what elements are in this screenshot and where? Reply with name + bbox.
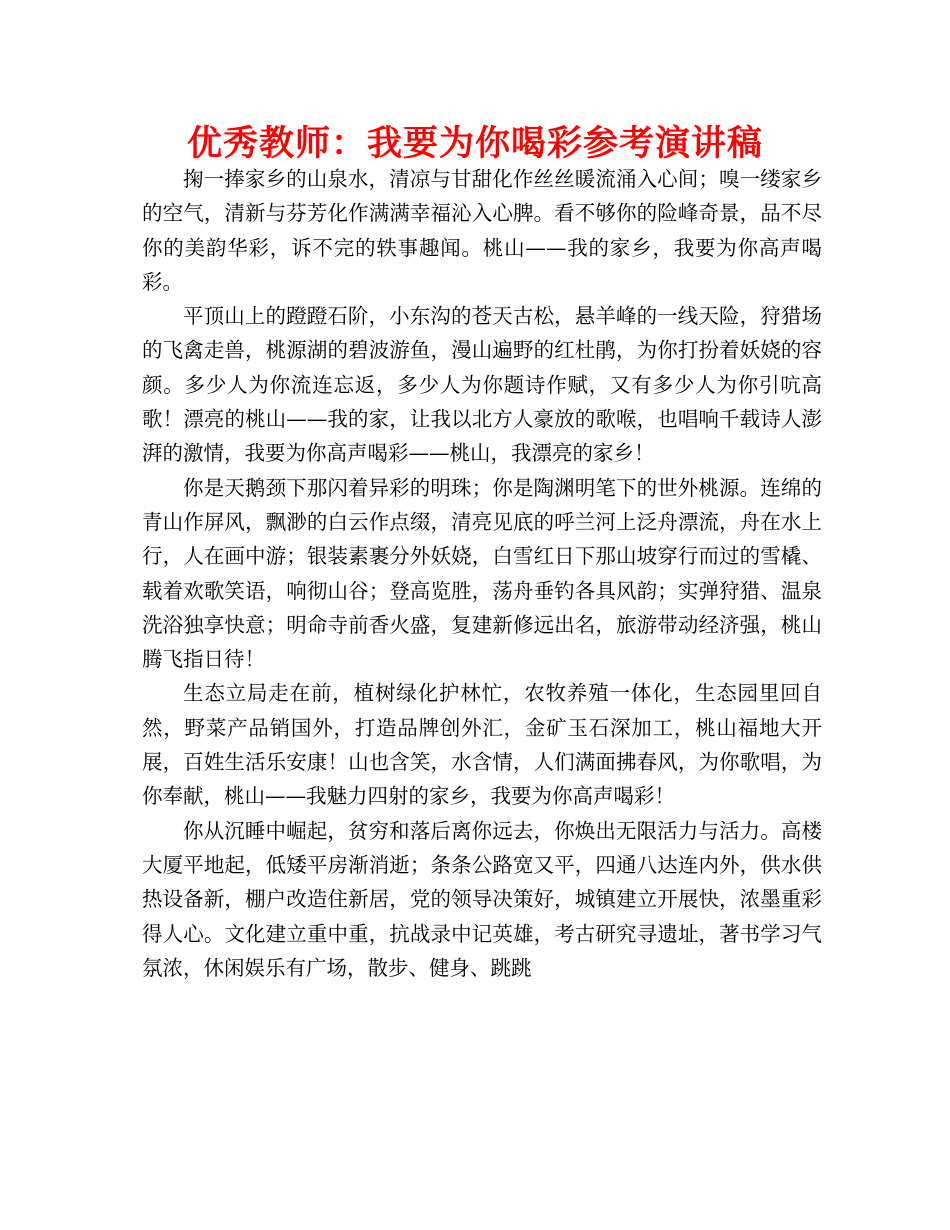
paragraph-4: 生态立局走在前，植树绿化护林忙，农牧养殖一体化，生态园里回自然，野菜产品销国外，打造品牌创外汇，金矿玉石深加工，桃山福地大开展，百姓生活乐安康！山也含笑，水含情，人们满面拂春风，为你歌唱，为你奉献，桃山——我魅力四射的家乡，我要为你高声喝彩！	[142, 681, 822, 809]
paragraph-2: 平顶山上的蹬蹬石阶，小东沟的苍天古松，悬羊峰的一线天险，狩猎场的飞禽走兽，桃源湖的碧波游鱼，漫山遍野的红杜鹃，为你打扮着妖娆的容颜。多少人为你流连忘返，多少人为你题诗作赋，又有多少人为你引吭高歌！漂亮的桃山——我的家，让我以北方人豪放的歌喉，也唱响千载诗人澎湃的激情，我要为你高声喝彩——桃山，我漂亮的家乡！	[142, 304, 822, 466]
paragraph-1: 掬一捧家乡的山泉水，清凉与甘甜化作丝丝暖流涌入心间；嗅一缕家乡的空气，清新与芬芳化作满满幸福沁入心脾。看不够你的险峰奇景，品不尽你的美韵华彩，诉不完的轶事趣闻。桃山——我的家乡，我要为你高声喝彩。	[142, 167, 822, 294]
document-title: 优秀教师：我要为你喝彩参考演讲稿	[186, 124, 763, 164]
document-body	[142, 162, 822, 985]
paragraph-3: 你是天鹅颈下那闪着异彩的明珠；你是陶渊明笔下的世外桃源。连绵的青山作屏风，飘渺的白云作点缀，清亮见底的呼兰河上泛舟漂流，舟在水上行，人在画中游；银装素裹分外妖娆，白雪红日下那山坡穿行而过的雪橇、载着欢歌笑语，响彻山谷；登高览胜，荡舟垂钓各具风韵；实弹狩猎、温泉洗浴独享快意；明命寺前香火盛，复建新修远出名，旅游带动经济强，桃山腾飞指日待！	[142, 475, 822, 672]
paragraph-5: 你从沉睡中崛起，贫穷和落后离你远去，你焕出无限活力与活力。高楼大厦平地起，低矮平房渐消逝；条条公路宽又平，四通八达连内外，供水供热设备新，棚户改造住新居，党的领导决策好，城镇建立开展快，浓墨重彩得人心。文化建立重中重，抗战录中记英雄，考古研究寻遗址，著书学习气氛浓，休闲娱乐有广场，散步、健身、跳跳	[142, 818, 822, 980]
